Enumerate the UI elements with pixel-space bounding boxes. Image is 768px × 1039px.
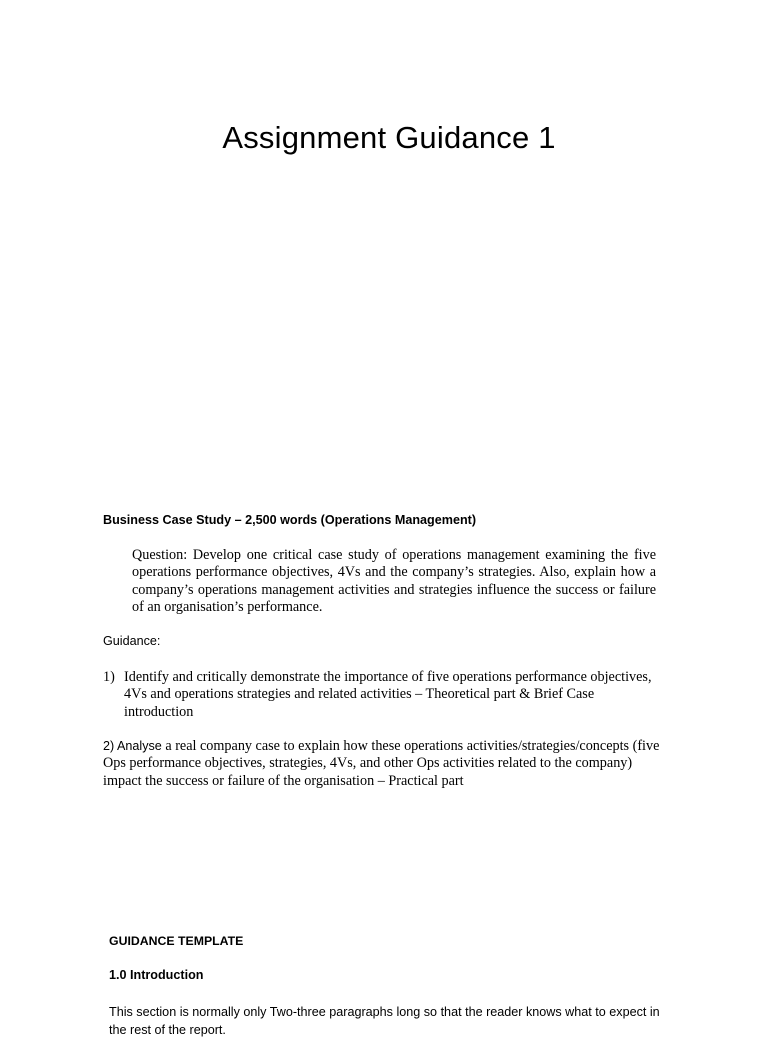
guidance-template-heading: GUIDANCE TEMPLATE xyxy=(109,934,244,948)
guidance-item-2 xyxy=(103,738,663,790)
guidance-item-1-text: Identify and critically demonstrate the importance of five operations performance objectives, 4Vs and operations strategies and related activities – Theoretical part & Brief Case introduction xyxy=(124,669,652,720)
guidance-item-1-number: 1) xyxy=(103,669,115,685)
guidance-item-1 xyxy=(103,669,663,721)
guidance-item-2-number: 2) Analyse xyxy=(103,739,162,753)
guidance-label: Guidance: xyxy=(103,634,161,648)
document-title: Assignment Guidance 1 xyxy=(222,120,556,155)
introduction-text: This section is normally only Two-three paragraphs long so that the reader knows what to expect in the rest of the report. xyxy=(109,1005,660,1037)
question-paragraph: Question: Develop one critical case study of operations management examining the five operations performance objectives, 4Vs and the company’s strategies. Also, explain how a company’s operations management activities and strategies influence the success or failure of an organisation’s performance. xyxy=(132,547,656,616)
case-study-heading: Business Case Study – 2,500 words (Operations Management) xyxy=(103,513,477,527)
guidance-item-2-text: a real company case to explain how these operations activities/strategies/concepts (five Ops performance objectives, strategies, 4Vs, and other Ops activities related to the company) impact the success or failure of the organisation – Practical part xyxy=(103,738,660,789)
introduction-heading: 1.0 Introduction xyxy=(109,968,204,982)
